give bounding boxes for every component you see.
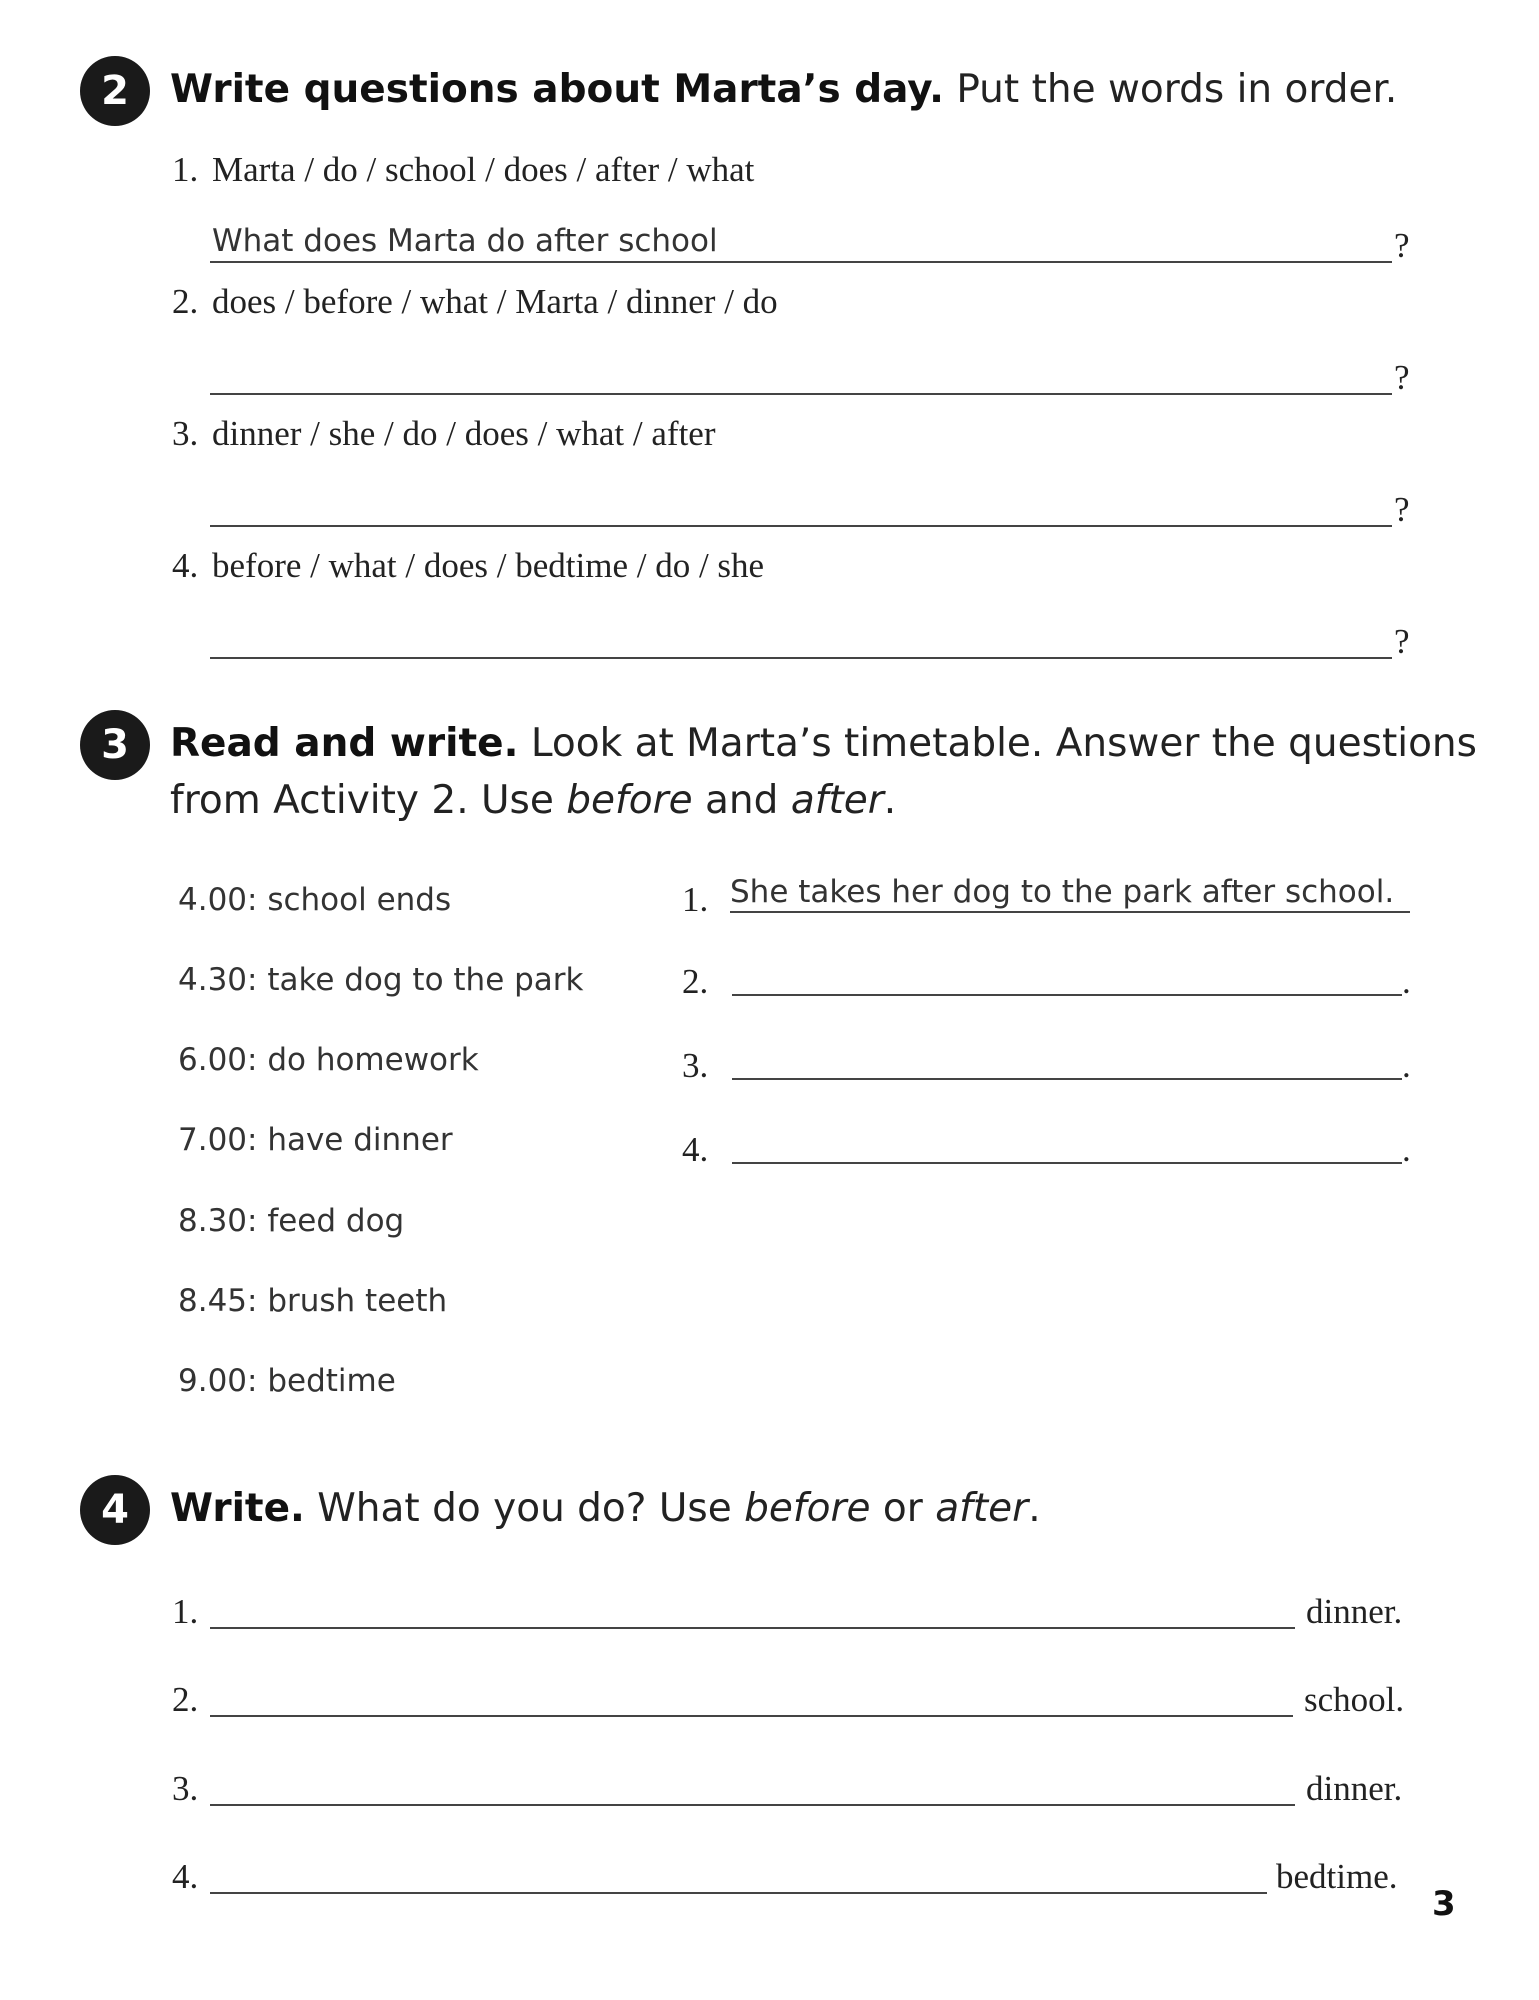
a2-item-1-prompt: Marta / do / school / does / after / what (212, 150, 755, 189)
activity-3-heading-line-2 (170, 773, 896, 829)
activity-4-title-rest: What do you do? Use (304, 1486, 745, 1531)
a3-answer-3-line[interactable] (732, 1078, 1402, 1080)
a4-item-4-end-word: bedtime. (1276, 1857, 1398, 1896)
a3-answer-1-number: 1. (682, 880, 709, 919)
a4-item-1-line[interactable] (210, 1627, 1295, 1629)
activity-3-heading-line-1 (170, 716, 1477, 772)
a2-item-3-answer-line[interactable] (210, 525, 1392, 527)
activity-3-title-rest: Look at Marta’s timetable. Answer the questions (518, 721, 1477, 766)
timetable-entry: 7.00: have dinner (178, 1122, 453, 1158)
activity-4-title-bold: Write. (170, 1486, 305, 1531)
a2-item-3-number: 3. (172, 414, 199, 453)
a3-answer-1-line[interactable] (730, 911, 1410, 913)
activity-4-title-end: . (1028, 1486, 1041, 1531)
a2-item-3-question-mark: ? (1394, 490, 1410, 529)
a4-item-2-end-word: school. (1304, 1680, 1405, 1719)
a4-item-4-line[interactable] (210, 1892, 1267, 1894)
a3-answer-2-end: . (1402, 962, 1411, 1001)
activity-3-title-after: after (790, 778, 884, 823)
a2-item-1-answer-line[interactable] (210, 261, 1392, 263)
activity-3-badge: 3 (80, 710, 150, 780)
activity-3-title-before: before (566, 778, 693, 823)
activity-4-title-before: before (744, 1486, 871, 1531)
activity-3-title-end: . (883, 778, 897, 823)
a2-item-2-answer-line[interactable] (210, 393, 1392, 395)
a2-item-1-number: 1. (172, 150, 199, 189)
a3-answer-3-end: . (1402, 1046, 1411, 1085)
a3-answer-1-text[interactable]: She takes her dog to the park after school. (730, 874, 1395, 910)
activity-2-heading (170, 62, 1397, 118)
a2-item-2-question-mark: ? (1394, 358, 1410, 397)
activity-4-heading (170, 1481, 1041, 1537)
activity-4-badge: 4 (80, 1475, 150, 1545)
a2-item-3-prompt: dinner / she / do / does / what / after (212, 414, 716, 453)
activity-3-title-line2-a: from Activity 2. Use (170, 778, 567, 823)
activity-3-title-bold: Read and write. (170, 721, 519, 766)
activity-2-title-rest: Put the words in order. (943, 67, 1398, 112)
a4-item-1-end-word: dinner. (1306, 1592, 1403, 1631)
a3-answer-4-number: 4. (682, 1130, 709, 1169)
a4-item-3-number: 3. (172, 1769, 199, 1808)
a2-item-2-number: 2. (172, 282, 199, 321)
a2-item-4-answer-line[interactable] (210, 657, 1392, 659)
timetable-entry: 6.00: do homework (178, 1042, 479, 1078)
a4-item-3-line[interactable] (210, 1804, 1295, 1806)
a4-item-4-number: 4. (172, 1857, 199, 1896)
timetable-entry: 4.00: school ends (178, 882, 452, 918)
a3-answer-2-line[interactable] (732, 994, 1402, 996)
a4-item-3-end-word: dinner. (1306, 1769, 1403, 1808)
activity-2-title-bold: Write questions about Marta’s day. (170, 67, 944, 112)
a2-item-4-number: 4. (172, 546, 199, 585)
timetable-entry: 8.45: brush teeth (178, 1283, 448, 1319)
a2-item-1-question-mark: ? (1394, 226, 1410, 265)
a4-item-2-number: 2. (172, 1680, 199, 1719)
activity-3-title-and: and (692, 778, 791, 823)
a3-answer-2-number: 2. (682, 962, 709, 1001)
timetable-entry: 4.30: take dog to the park (178, 962, 584, 998)
a2-item-4-question-mark: ? (1394, 622, 1410, 661)
timetable-entry: 8.30: feed dog (178, 1203, 405, 1239)
page-number: 3 (1432, 1884, 1456, 1924)
timetable-entry: 9.00: bedtime (178, 1363, 396, 1399)
a4-item-1-number: 1. (172, 1592, 199, 1631)
a2-item-4-prompt: before / what / does / bedtime / do / she (212, 546, 765, 585)
a3-answer-4-end: . (1402, 1130, 1411, 1169)
activity-4-title-after: after (935, 1486, 1029, 1531)
a2-item-1-answer[interactable]: What does Marta do after school (212, 223, 718, 259)
a4-item-2-line[interactable] (210, 1715, 1293, 1717)
a2-item-2-prompt: does / before / what / Marta / dinner / do (212, 282, 778, 321)
a3-answer-3-number: 3. (682, 1046, 709, 1085)
activity-2-badge: 2 (80, 56, 150, 126)
activity-4-title-or: or (870, 1486, 936, 1531)
a3-answer-4-line[interactable] (732, 1162, 1402, 1164)
